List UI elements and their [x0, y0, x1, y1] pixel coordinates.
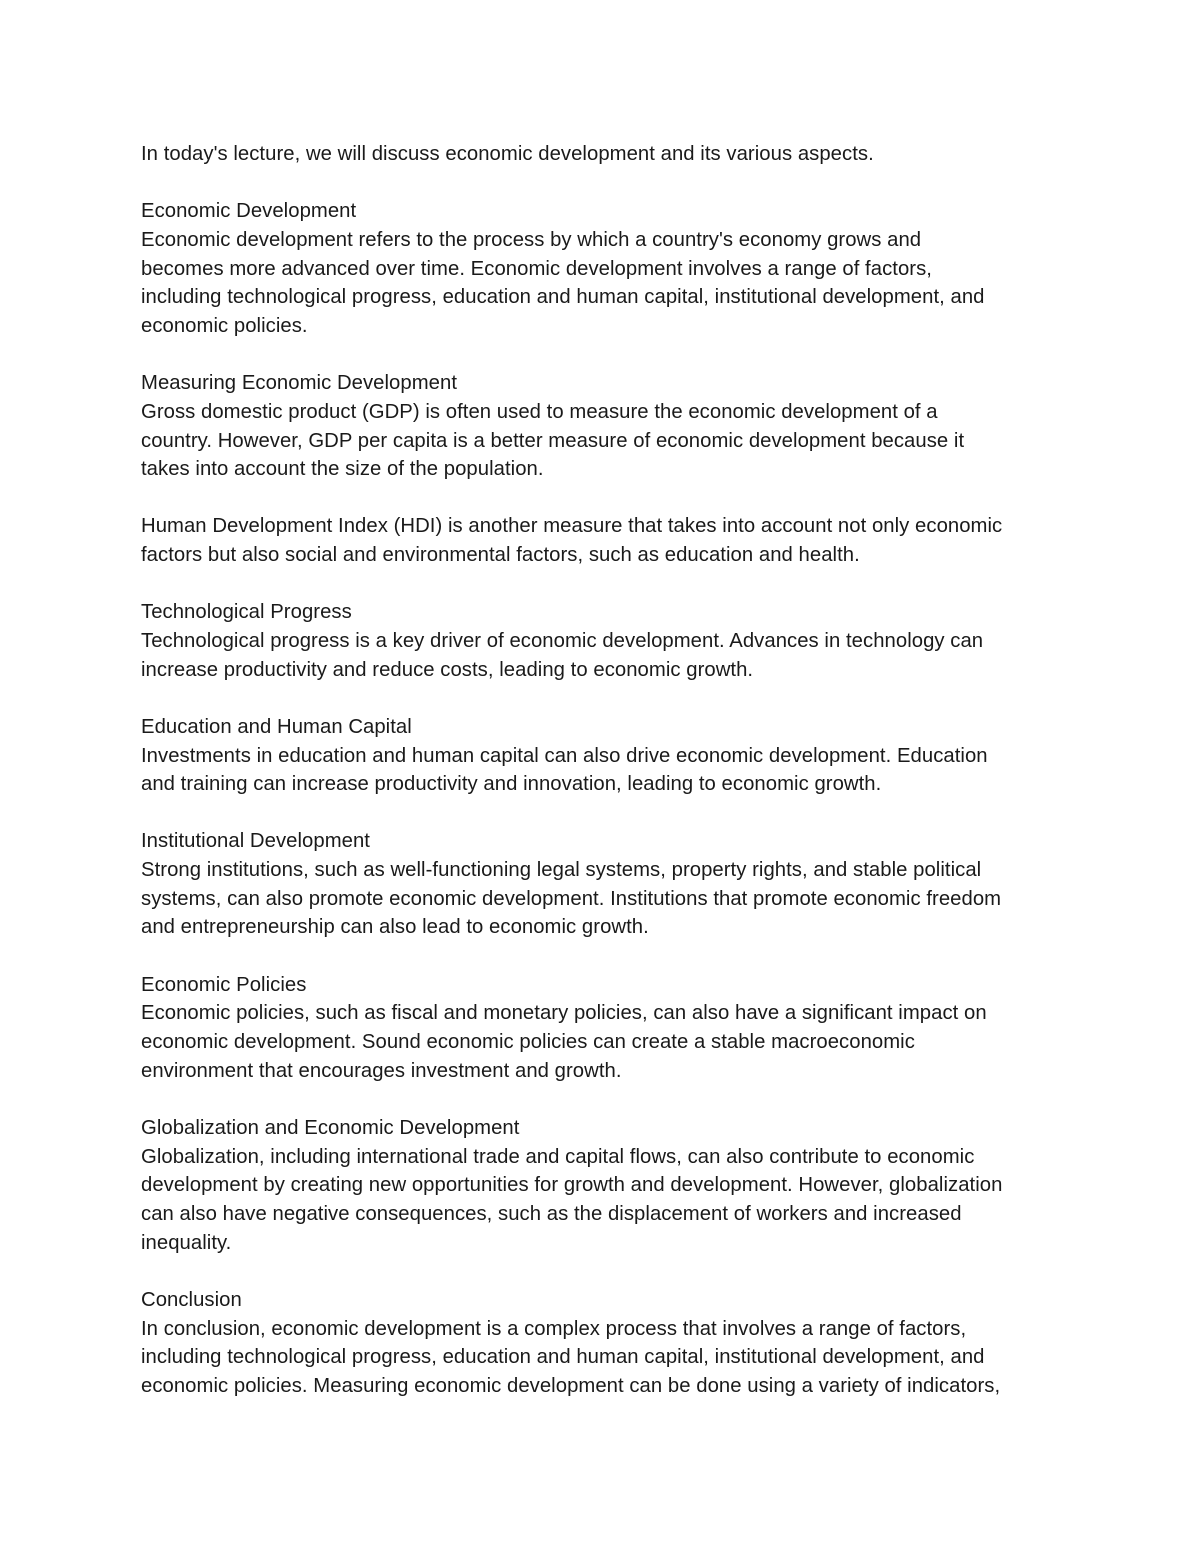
- paragraph-line: factors but also social and environmental factors, such as education and health.: [141, 544, 860, 567]
- section-heading: Conclusion: [141, 1288, 242, 1311]
- paragraph-line: and training can increase productivity and innovation, leading to economic growth.: [141, 773, 882, 796]
- paragraph-line: economic development. Sound economic policies can create a stable macroeconomic: [141, 1031, 915, 1053]
- paragraph-line: can also have negative consequences, such as the displacement of workers and increased: [141, 1202, 962, 1225]
- section-heading: Technological Progress: [141, 601, 352, 624]
- paragraph-line: Investments in education and human capital can also drive economic development. Education: [141, 744, 988, 767]
- paragraph-line: economic policies. Measuring economic development can be done using a variety of indicators,: [141, 1374, 1001, 1397]
- paragraph-line: increase productivity and reduce costs, leading to economic growth.: [141, 658, 754, 681]
- intro-line: In today's lecture, we will discuss economic development and its various aspects.: [141, 143, 874, 165]
- paragraph-line: becomes more advanced over time. Economic development involves a range of factors,: [141, 257, 932, 280]
- section-heading: Economic Development: [141, 200, 357, 223]
- paragraph-line: including technological progress, education and human capital, institutional development, and: [141, 1346, 985, 1369]
- paragraph-line: Economic policies, such as fiscal and monetary policies, can also have a significant impact on: [141, 1002, 987, 1025]
- section-heading: Measuring Economic Development: [141, 372, 458, 395]
- paragraph-line: Economic development refers to the process by which a country's economy grows and: [141, 228, 922, 251]
- paragraph-line: Human Development Index (HDI) is another measure that takes into account not only economic: [141, 515, 1003, 538]
- paragraph-line: and entrepreneurship can also lead to economic growth.: [141, 916, 649, 939]
- document-page: [141, 140, 1071, 1401]
- section-heading: Economic Policies: [141, 973, 307, 996]
- paragraph-line: Globalization, including international trade and capital flows, can also contribute to economic: [141, 1145, 975, 1168]
- paragraph-line: Strong institutions, such as well-functioning legal systems, property rights, and stable political: [141, 859, 982, 882]
- paragraph-line: including technological progress, education and human capital, institutional development, and: [141, 286, 985, 309]
- section-heading: Institutional Development: [141, 830, 370, 853]
- paragraph-line: inequality.: [141, 1231, 232, 1254]
- paragraph-line: economic policies.: [141, 314, 308, 337]
- paragraph-line: systems, can also promote economic development. Institutions that promote economic freedom: [141, 887, 1002, 910]
- paragraph-line: development by creating new opportunities for growth and development. However, globalization: [141, 1174, 1003, 1197]
- paragraph-line: In conclusion, economic development is a complex process that involves a range of factors,: [141, 1317, 967, 1340]
- section-heading: Education and Human Capital: [141, 715, 412, 738]
- paragraph-line: country. However, GDP per capita is a better measure of economic development because it: [141, 429, 965, 452]
- section-heading: Globalization and Economic Development: [141, 1116, 520, 1139]
- paragraph-line: Gross domestic product (GDP) is often used to measure the economic development of a: [141, 400, 938, 423]
- paragraph-line: Technological progress is a key driver of economic development. Advances in technology can: [141, 629, 984, 652]
- paragraph-line: takes into account the size of the population.: [141, 458, 544, 481]
- paragraph-line: environment that encourages investment and growth.: [141, 1059, 622, 1082]
